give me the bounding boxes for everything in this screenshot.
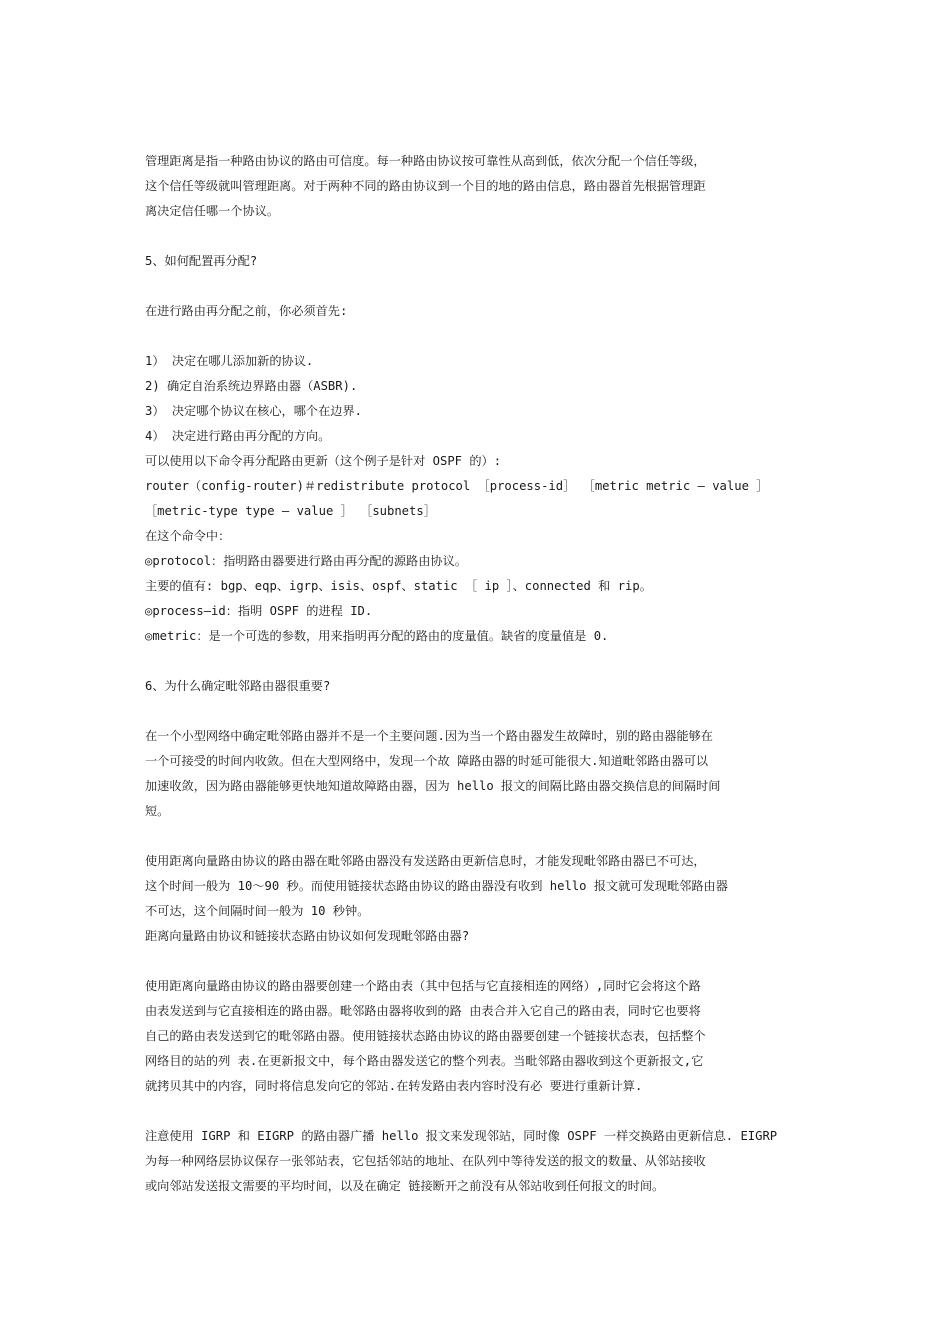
param-metric: ◎metric：是一个可选的参数，用来指明再分配的路由的度量值。缺省的度量值是 0.: [145, 629, 609, 643]
paragraph-admin-distance-line-1: 管理距离是指一种路由协议的路由可信度。每一种路由协议按可靠性从高到低，依次分配一个信任等级，: [145, 154, 706, 168]
paragraph-admin-distance-line-2: 这个信任等级就叫管理距离。对于两种不同的路由协议到一个目的地的路由信息，路由器首先根据管理距: [145, 179, 706, 193]
command-line-1: router（config-router)＃redistribute protocol ［process-id］ ［metric metric — value ］: [145, 479, 769, 493]
question-5-heading: 5、如何配置再分配?: [145, 254, 258, 268]
param-protocol: ◎protocol：指明路由器要进行路由再分配的源路由协议。: [145, 554, 467, 568]
step-4: 4） 决定进行路由再分配的方向。: [145, 429, 331, 443]
paragraph-eigrp-line-3: 或向邻站发送报文需要的平均时间，以及在确定 链接断开之前没有从邻站收到任何报文的时间。: [145, 1179, 665, 1193]
paragraph-tables-line-4: 网络目的站的列 表.在更新报文中，每个路由器发送它的整个列表。当毗邻路由器收到这个更新报文,它: [145, 1054, 704, 1068]
paragraph-neighbor-line-1: 在一个小型网络中确定毗邻路由器并不是一个主要问题.因为当一个路由器发生故障时，别的路由器能够在: [145, 729, 713, 743]
paragraph-neighbor-line-4: 短。: [145, 804, 170, 818]
paragraph-eigrp-line-2: 为每一种网络层协议保存一张邻站表，它包括邻站的地址、在队列中等待发送的报文的数量、从邻站接收: [145, 1154, 706, 1168]
paragraph-tables-line-3: 自己的路由表发送到它的毗邻路由器。使用链接状态路由协议的路由器要创建一个链接状态表，包括整个: [145, 1029, 706, 1043]
paragraph-admin-distance-line-3: 离决定信任哪一个协议。: [145, 204, 280, 218]
redistribution-intro: 在进行路由再分配之前，你必须首先:: [145, 304, 348, 318]
param-protocol-values: 主要的值有: bgp、eqp、igrp、isis、ospf、static ［ ip ］、connected 和 rip。: [145, 579, 652, 593]
paragraph-eigrp-line-1: 注意使用 IGRP 和 EIGRP 的路由器广播 hello 报文来发现邻站，同时像 OSPF 一样交换路由更新信息. EIGRP: [145, 1129, 778, 1143]
paragraph-detect-line-2: 这个时间一般为 10～90 秒。而使用链接状态路由协议的路由器没有收到 hello 报文就可发现毗邻路由器: [145, 879, 728, 893]
command-intro: 可以使用以下命令再分配路由更新（这个例子是针对 OSPF 的）:: [145, 454, 502, 468]
paragraph-detect-line-3: 不可达，这个间隔时间一般为 10 秒钟。: [145, 904, 370, 918]
step-3: 3） 决定哪个协议在核心，哪个在边界.: [145, 404, 363, 418]
paragraph-detect-line-1: 使用距离向量路由协议的路由器在毗邻路由器没有发送路由更新信息时，才能发现毗邻路由器已不可达，: [145, 854, 706, 868]
command-line-2: ［metric-type type — value ］ ［subnets］: [145, 504, 436, 518]
step-2: 2) 确定自治系统边界路由器（ASBR).: [145, 379, 358, 393]
paragraph-neighbor-line-3: 加速收敛，因为路由器能够更快地知道故障路由器，因为 hello 报文的间隔比路由器交换信息的间隔时间: [145, 779, 721, 793]
paragraph-neighbor-line-2: 一个可接受的时间内收敛。但在大型网络中，发现一个故 障路由器的时延可能很大.知道毗邻路由器可以: [145, 754, 709, 768]
paragraph-tables-line-1: 使用距离向量路由协议的路由器要创建一个路由表（其中包括与它直接相连的网络）,同时它会将这个路: [145, 979, 701, 993]
step-1: 1） 决定在哪儿添加新的协议.: [145, 354, 314, 368]
command-explain-heading: 在这个命令中：: [145, 529, 231, 543]
question-6-heading: 6、为什么确定毗邻路由器很重要?: [145, 679, 331, 693]
subheading-discover-neighbors: 距离向量路由协议和链接状态路由协议如何发现毗邻路由器?: [145, 929, 470, 943]
param-process-id: ◎process—id：指明 OSPF 的进程 ID.: [145, 604, 373, 618]
paragraph-tables-line-2: 由表发送到与它直接相连的路由器。毗邻路由器将收到的路 由表合并入它自己的路由表，同时它也要将: [145, 1004, 701, 1018]
paragraph-tables-line-5: 就拷贝其中的内容，同时将信息发向它的邻站.在转发路由表内容时没有必 要进行重新计算.: [145, 1079, 643, 1093]
